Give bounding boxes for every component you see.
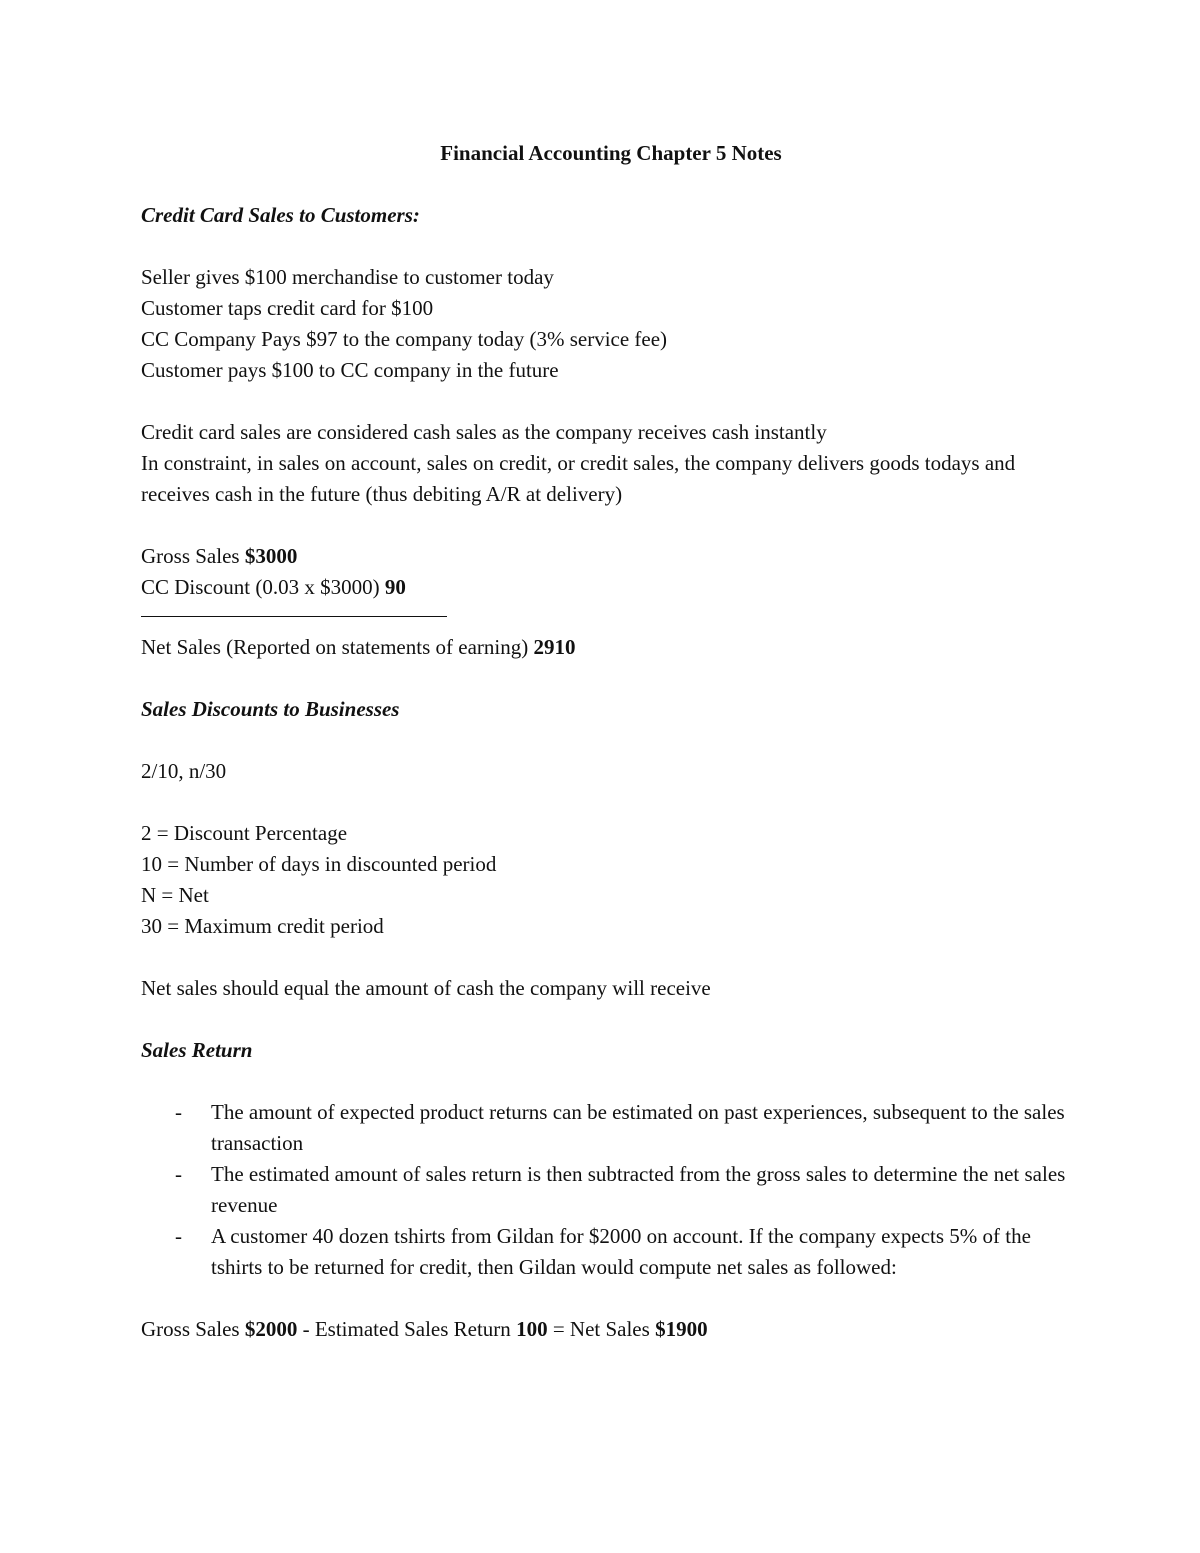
- definition-line: 10 = Number of days in discounted period: [141, 852, 497, 876]
- paragraph: In constraint, in sales on account, sales on credit, or credit sales, the company delivers goods todays and receives cash in the future (thus debiting A/R at delivery): [141, 451, 1016, 506]
- list-item-text: The amount of expected product returns can be estimated on past experiences, subsequent to the sales transaction: [211, 1100, 1065, 1155]
- credit-terms: 2/10, n/30: [141, 759, 227, 783]
- formula-return-label: - Estimated Sales Return: [297, 1317, 517, 1341]
- cc-discount-label: CC Discount (0.03 x $3000): [141, 575, 385, 599]
- section-heading-credit-card: Credit Card Sales to Customers:: [141, 203, 420, 227]
- gross-sales-line: [141, 541, 1081, 572]
- dash-bullet: -: [175, 1224, 182, 1248]
- section-heading-sales-return: Sales Return: [141, 1038, 253, 1062]
- net-sales-note: Net sales should equal the amount of cash the company will receive: [141, 976, 711, 1000]
- formula-gross-label: Gross Sales: [141, 1317, 245, 1341]
- paragraph-line: Credit card sales are considered cash sales as the company receives cash instantly: [141, 420, 827, 444]
- step-line: Customer taps credit card for $100: [141, 296, 434, 320]
- list-item-text: A customer 40 dozen tshirts from Gildan for $2000 on account. If the company expects 5% of the tshirts to be returned for credit, then Gildan would compute net sales as followed:: [211, 1224, 1031, 1279]
- step-line: Customer pays $100 to CC company in the future: [141, 358, 559, 382]
- sales-return-list: [141, 1097, 1081, 1283]
- definition-line: N = Net: [141, 883, 209, 907]
- cc-discount-line: [141, 572, 1081, 603]
- cc-discount-value: 90: [384, 575, 406, 599]
- definition-line: 2 = Discount Percentage: [141, 821, 348, 845]
- document-page: [141, 138, 1081, 1345]
- dash-bullet: -: [175, 1100, 182, 1124]
- step-line: Seller gives $100 merchandise to customer today: [141, 265, 554, 289]
- page-title: Financial Accounting Chapter 5 Notes: [440, 141, 782, 165]
- dash-bullet: -: [175, 1162, 182, 1186]
- gross-sales-label: Gross Sales: [141, 544, 245, 568]
- list-item: [141, 1221, 1081, 1283]
- list-item: [141, 1159, 1081, 1221]
- net-sales-formula: [141, 1314, 1081, 1345]
- definition-line: 30 = Maximum credit period: [141, 914, 384, 938]
- net-sales-value: 2910: [533, 635, 576, 659]
- section-heading-sales-discounts: Sales Discounts to Businesses: [141, 697, 400, 721]
- formula-return-value: 100: [516, 1317, 548, 1341]
- divider-rule: [141, 616, 447, 617]
- formula-net-label: = Net Sales: [547, 1317, 656, 1341]
- list-item: [141, 1097, 1081, 1159]
- net-sales-line: [141, 632, 1081, 663]
- step-line: CC Company Pays $97 to the company today (3% service fee): [141, 327, 668, 351]
- list-item-text: The estimated amount of sales return is then subtracted from the gross sales to determine the net sales revenue: [211, 1162, 1066, 1217]
- formula-gross-value: $2000: [244, 1317, 298, 1341]
- gross-sales-value: $3000: [244, 544, 298, 568]
- formula-net-value: $1900: [655, 1317, 708, 1341]
- net-sales-label: Net Sales (Reported on statements of earning): [141, 635, 534, 659]
